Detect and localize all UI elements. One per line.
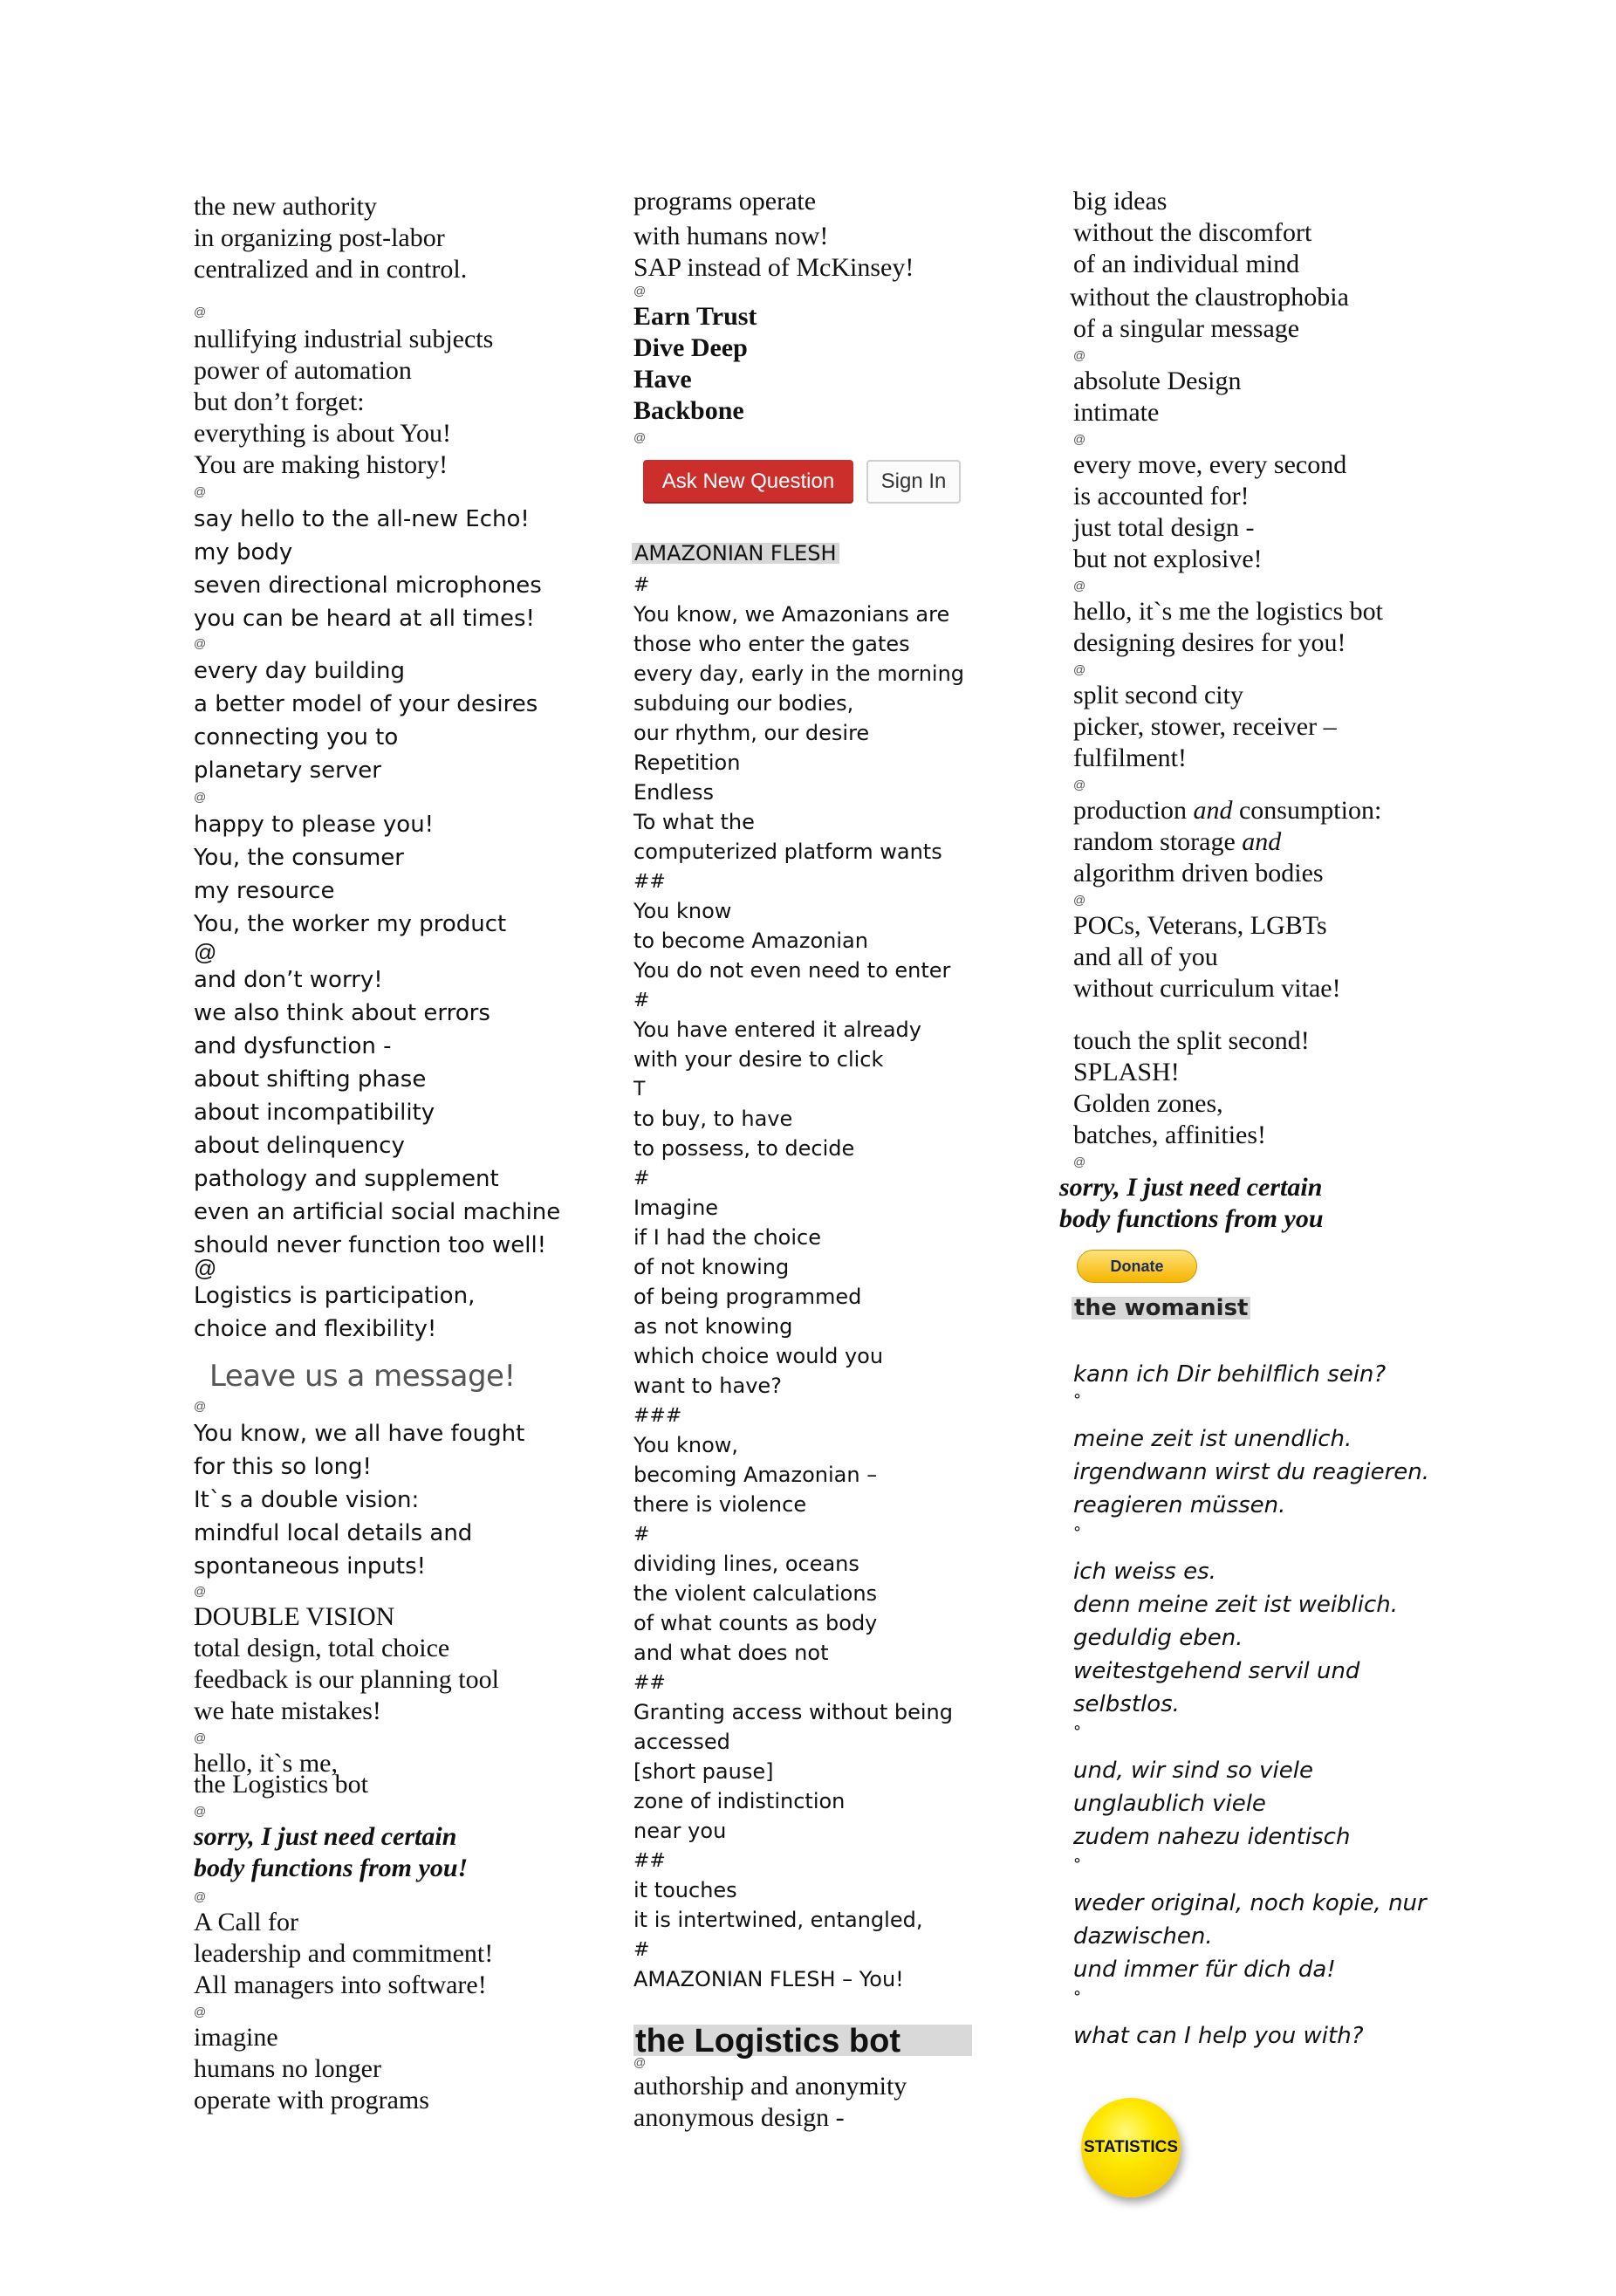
text-line: hello, it`s me the logistics bot (1073, 597, 1383, 626)
leave-message-link[interactable]: Leave us a message! (209, 1359, 516, 1394)
at-separator: @ (1073, 1155, 1086, 1169)
hash-separator: ## (633, 871, 666, 893)
text-line: for this so long! (194, 1454, 372, 1480)
text-line: you can be heard at all times! (194, 606, 535, 632)
text-line: You do not even need to enter (633, 958, 951, 983)
hash-separator: T (633, 1079, 646, 1100)
text-line: every move, every second (1073, 450, 1347, 479)
text-line: choice and flexibility! (194, 1316, 437, 1342)
text-line: You know, we all have fought (194, 1421, 525, 1447)
text-line: DOUBLE VISION (194, 1602, 395, 1631)
text-line: random storage and (1073, 827, 1282, 856)
text-line: absolute Design (1073, 367, 1242, 395)
text-line: zudem nahezu identisch (1073, 1824, 1351, 1850)
text-line: about delinquency (194, 1133, 405, 1159)
text-line: und immer für dich da! (1073, 1957, 1336, 1983)
text-line: everything is about You! (194, 419, 451, 448)
text-line: You know, (633, 1433, 739, 1457)
text-line: Repetition (633, 750, 741, 775)
text-line: planetary server (194, 757, 381, 784)
text-line: every day building (194, 658, 405, 684)
text-line: say hello to the all-new Echo! (194, 506, 530, 532)
section-title-amazonian-flesh: AMAZONIAN FLESH (632, 543, 839, 564)
text-line: every day, early in the morning (633, 661, 965, 686)
at-separator: @ (1073, 662, 1086, 676)
text-line: with humans now! (633, 222, 829, 250)
at-separator: @ (1073, 778, 1086, 792)
text-line: fulfilment! (1073, 744, 1187, 772)
text-line: of what counts as body (633, 1611, 878, 1635)
text-line: weitestgehend servil und (1073, 1658, 1360, 1684)
text-line: designing desires for you! (1073, 628, 1346, 657)
text-line: You have entered it already (633, 1018, 921, 1042)
text-line: sorry, I just need certain (194, 1822, 457, 1851)
text-line: weder original, noch kopie, nur (1073, 1890, 1427, 1916)
text-line: as not knowing (633, 1314, 793, 1339)
text-line: of a singular message (1073, 314, 1300, 343)
text-line: about shifting phase (194, 1066, 427, 1093)
text-line: just total design - (1073, 513, 1255, 542)
text-line: spontaneous inputs! (194, 1553, 427, 1580)
text-line: dividing lines, oceans (633, 1552, 859, 1576)
hash-separator: # (633, 990, 650, 1011)
text-line: a better model of your desires (194, 691, 538, 717)
hash-separator: ## (633, 1672, 666, 1694)
text-line: we hate mistakes! (194, 1696, 381, 1725)
text-line: centralized and in control. (194, 255, 468, 284)
at-separator: @ (1073, 348, 1086, 362)
text-line: und, wir sind so viele (1073, 1758, 1313, 1784)
text-line: my body (194, 539, 293, 565)
text-line: feedback is our planning tool (194, 1665, 499, 1694)
at-separator: @ (194, 636, 207, 650)
text-line: You, the consumer (194, 845, 404, 871)
text-line: our rhythm, our desire (633, 721, 870, 745)
text-line: accessed (633, 1730, 730, 1754)
text-line: we also think about errors (194, 1000, 490, 1026)
text-line: about incompatibility (194, 1100, 435, 1126)
ask-new-question-button[interactable]: Ask New Question (643, 460, 853, 504)
text-line: and dysfunction - (194, 1033, 392, 1059)
text-line: SAP instead of McKinsey! (633, 253, 914, 282)
at-separator: @ (194, 1584, 207, 1598)
text-line: irgendwann wirst du reagieren. (1073, 1459, 1430, 1485)
text-line: seven directional microphones (194, 572, 542, 599)
section-title-the-womanist: the womanist (1072, 1297, 1250, 1319)
text-line: which choice would you (633, 1344, 884, 1368)
text-line: of being programmed (633, 1285, 862, 1309)
at-separator: @ (194, 1255, 217, 1281)
text-line: production and consumption: (1073, 796, 1382, 825)
text-line: body functions from you (1059, 1204, 1324, 1233)
text-line: authorship and anonymity (633, 2072, 907, 2101)
text-line: Imagine (633, 1196, 719, 1220)
at-separator: @ (194, 2005, 207, 2018)
text-line: mindful local details and (194, 1520, 473, 1546)
text-line: those who enter the gates (633, 632, 910, 656)
text-line: algorithm driven bodies (1073, 859, 1324, 888)
at-separator: @ (194, 939, 217, 965)
text-line: Dive Deep (633, 333, 748, 362)
text-line: It`s a double vision: (194, 1487, 420, 1513)
text-line: happy to please you! (194, 812, 435, 838)
text-line: the violent calculations (633, 1581, 878, 1606)
text-line: there is violence (633, 1492, 807, 1517)
text-line: of not knowing (633, 1255, 790, 1279)
text-line: without the discomfort (1073, 218, 1312, 247)
text-line: should never function too well! (194, 1232, 547, 1258)
text-line: imagine (194, 2023, 278, 2052)
text-line: kann ich Dir behilflich sein? (1073, 1361, 1387, 1388)
statistics-button[interactable]: STATISTICS (1081, 2098, 1181, 2197)
hash-separator: ### (633, 1405, 682, 1427)
text-line: to possess, to decide (633, 1136, 855, 1161)
text-line: but not explosive! (1073, 545, 1263, 573)
text-line: what can I help you with? (1073, 2023, 1364, 2049)
text-line: and all of you (1073, 942, 1218, 971)
text-line: batches, affinities! (1073, 1121, 1267, 1149)
text-line: picker, stower, receiver – (1073, 712, 1337, 741)
text-line: is accounted for! (1073, 482, 1250, 511)
text-line: [short pause] (633, 1759, 774, 1784)
text-line: big ideas (1073, 187, 1167, 216)
text-line: to buy, to have (633, 1107, 793, 1131)
text-line: A Call for (194, 1908, 298, 1936)
text-line: zone of indistinction (633, 1789, 846, 1813)
at-separator: @ (633, 2055, 647, 2069)
text-line: want to have? (633, 1374, 782, 1398)
text-line: it is intertwined, entangled, (633, 1908, 923, 1932)
at-separator: @ (194, 305, 207, 319)
hash-separator: # (633, 1524, 650, 1546)
at-separator: @ (194, 1731, 207, 1744)
text-line: programs operate (633, 187, 817, 216)
text-line: the new authority (194, 192, 377, 221)
text-line: You are making history! (194, 450, 449, 479)
text-line: denn meine zeit ist weiblich. (1073, 1592, 1399, 1618)
text-line: Golden zones, (1073, 1089, 1223, 1118)
text-line: in organizing post-labor (194, 223, 445, 252)
text-line: computerized platform wants (633, 840, 942, 864)
text-line: dazwischen. (1073, 1923, 1213, 1950)
text-line: sorry, I just need certain (1059, 1173, 1323, 1202)
text-line: meine zeit ist unendlich. (1073, 1426, 1352, 1452)
text-line: it touches (633, 1878, 737, 1902)
text-line: selbstlos. (1073, 1691, 1180, 1717)
text-line: leadership and commitment! (194, 1939, 494, 1968)
text-line: You know (633, 899, 732, 923)
text-line: POCs, Veterans, LGBTs (1073, 911, 1327, 940)
text-line: Have (633, 365, 692, 394)
text-line: Endless (633, 780, 715, 805)
at-separator: @ (1073, 579, 1086, 593)
text-line: Logistics is participation, (194, 1283, 476, 1309)
text-line: You know, we Amazonians are (633, 602, 950, 627)
text-line: without the claustrophobia (1070, 283, 1349, 312)
text-line: Granting access without being (633, 1700, 953, 1724)
hash-separator: # (633, 574, 650, 596)
text-line: connecting you to (194, 724, 399, 750)
text-line: if I had the choice (633, 1225, 821, 1250)
text-line: All managers into software! (194, 1970, 487, 1999)
at-separator: @ (1073, 893, 1086, 907)
text-line: touch the split second! (1073, 1026, 1310, 1055)
degree-separator: ° (1073, 1723, 1081, 1741)
sign-in-button[interactable]: Sign In (866, 460, 961, 504)
degree-separator: ° (1073, 1855, 1081, 1874)
text-line: to become Amazonian (633, 929, 868, 953)
text-line: Backbone (633, 396, 744, 425)
text-line: with your desire to click (633, 1047, 884, 1072)
at-separator: @ (194, 1399, 207, 1413)
text-line: the Logistics bot (194, 1770, 368, 1799)
text-line: split second city (1073, 681, 1243, 709)
at-separator: @ (1073, 432, 1086, 446)
text-line: unglaublich viele (1073, 1791, 1266, 1817)
text-line: and what does not (633, 1641, 829, 1665)
text-line: SPLASH! (1073, 1058, 1180, 1086)
text-line: near you (633, 1819, 727, 1843)
hash-separator: # (633, 1939, 650, 1961)
text-line: body functions from you! (194, 1854, 469, 1882)
hash-separator: ## (633, 1850, 666, 1872)
at-separator: @ (633, 284, 647, 298)
at-separator: @ (194, 484, 207, 498)
at-separator: @ (633, 430, 647, 444)
at-separator: @ (194, 1889, 207, 1903)
degree-separator: ° (1073, 1988, 1081, 2006)
text-line: subduing our bodies, (633, 691, 854, 716)
text-line: anonymous design - (633, 2103, 845, 2132)
text-line: You, the worker my product (194, 911, 507, 937)
degree-separator: ° (1073, 1391, 1081, 1409)
at-separator: @ (194, 790, 207, 804)
text-line: geduldig eben. (1073, 1625, 1243, 1651)
text-line: Earn Trust (633, 302, 757, 331)
hash-separator: # (633, 1168, 650, 1189)
text-line: To what the (633, 810, 755, 834)
logistics-bot-title: the Logistics bot (635, 2023, 900, 2060)
text-line: pathology and supplement (194, 1166, 499, 1192)
text-line: power of automation (194, 356, 412, 385)
donate-button[interactable]: Donate (1077, 1250, 1197, 1283)
text-line: operate with programs (194, 2086, 429, 2114)
at-separator: @ (194, 1804, 207, 1818)
text-line: humans no longer (194, 2054, 381, 2083)
text-line: ich weiss es. (1073, 1559, 1216, 1585)
text-line: reagieren müssen. (1073, 1492, 1286, 1518)
text-line: of an individual mind (1073, 250, 1300, 278)
text-line: AMAZONIAN FLESH – You! (633, 1967, 904, 1991)
text-line: my resource (194, 878, 335, 904)
text-line: without curriculum vitae! (1073, 974, 1341, 1003)
text-line: hello, it`s me, (194, 1749, 338, 1778)
text-line: total design, total choice (194, 1634, 450, 1662)
text-line: nullifying industrial subjects (194, 325, 494, 353)
degree-separator: ° (1073, 1524, 1081, 1542)
text-line: intimate (1073, 398, 1160, 427)
text-line: and don’t worry! (194, 967, 383, 993)
text-line: even an artificial social machine (194, 1199, 561, 1225)
text-line: but don’t forget: (194, 387, 365, 416)
text-line: becoming Amazonian – (633, 1463, 878, 1487)
